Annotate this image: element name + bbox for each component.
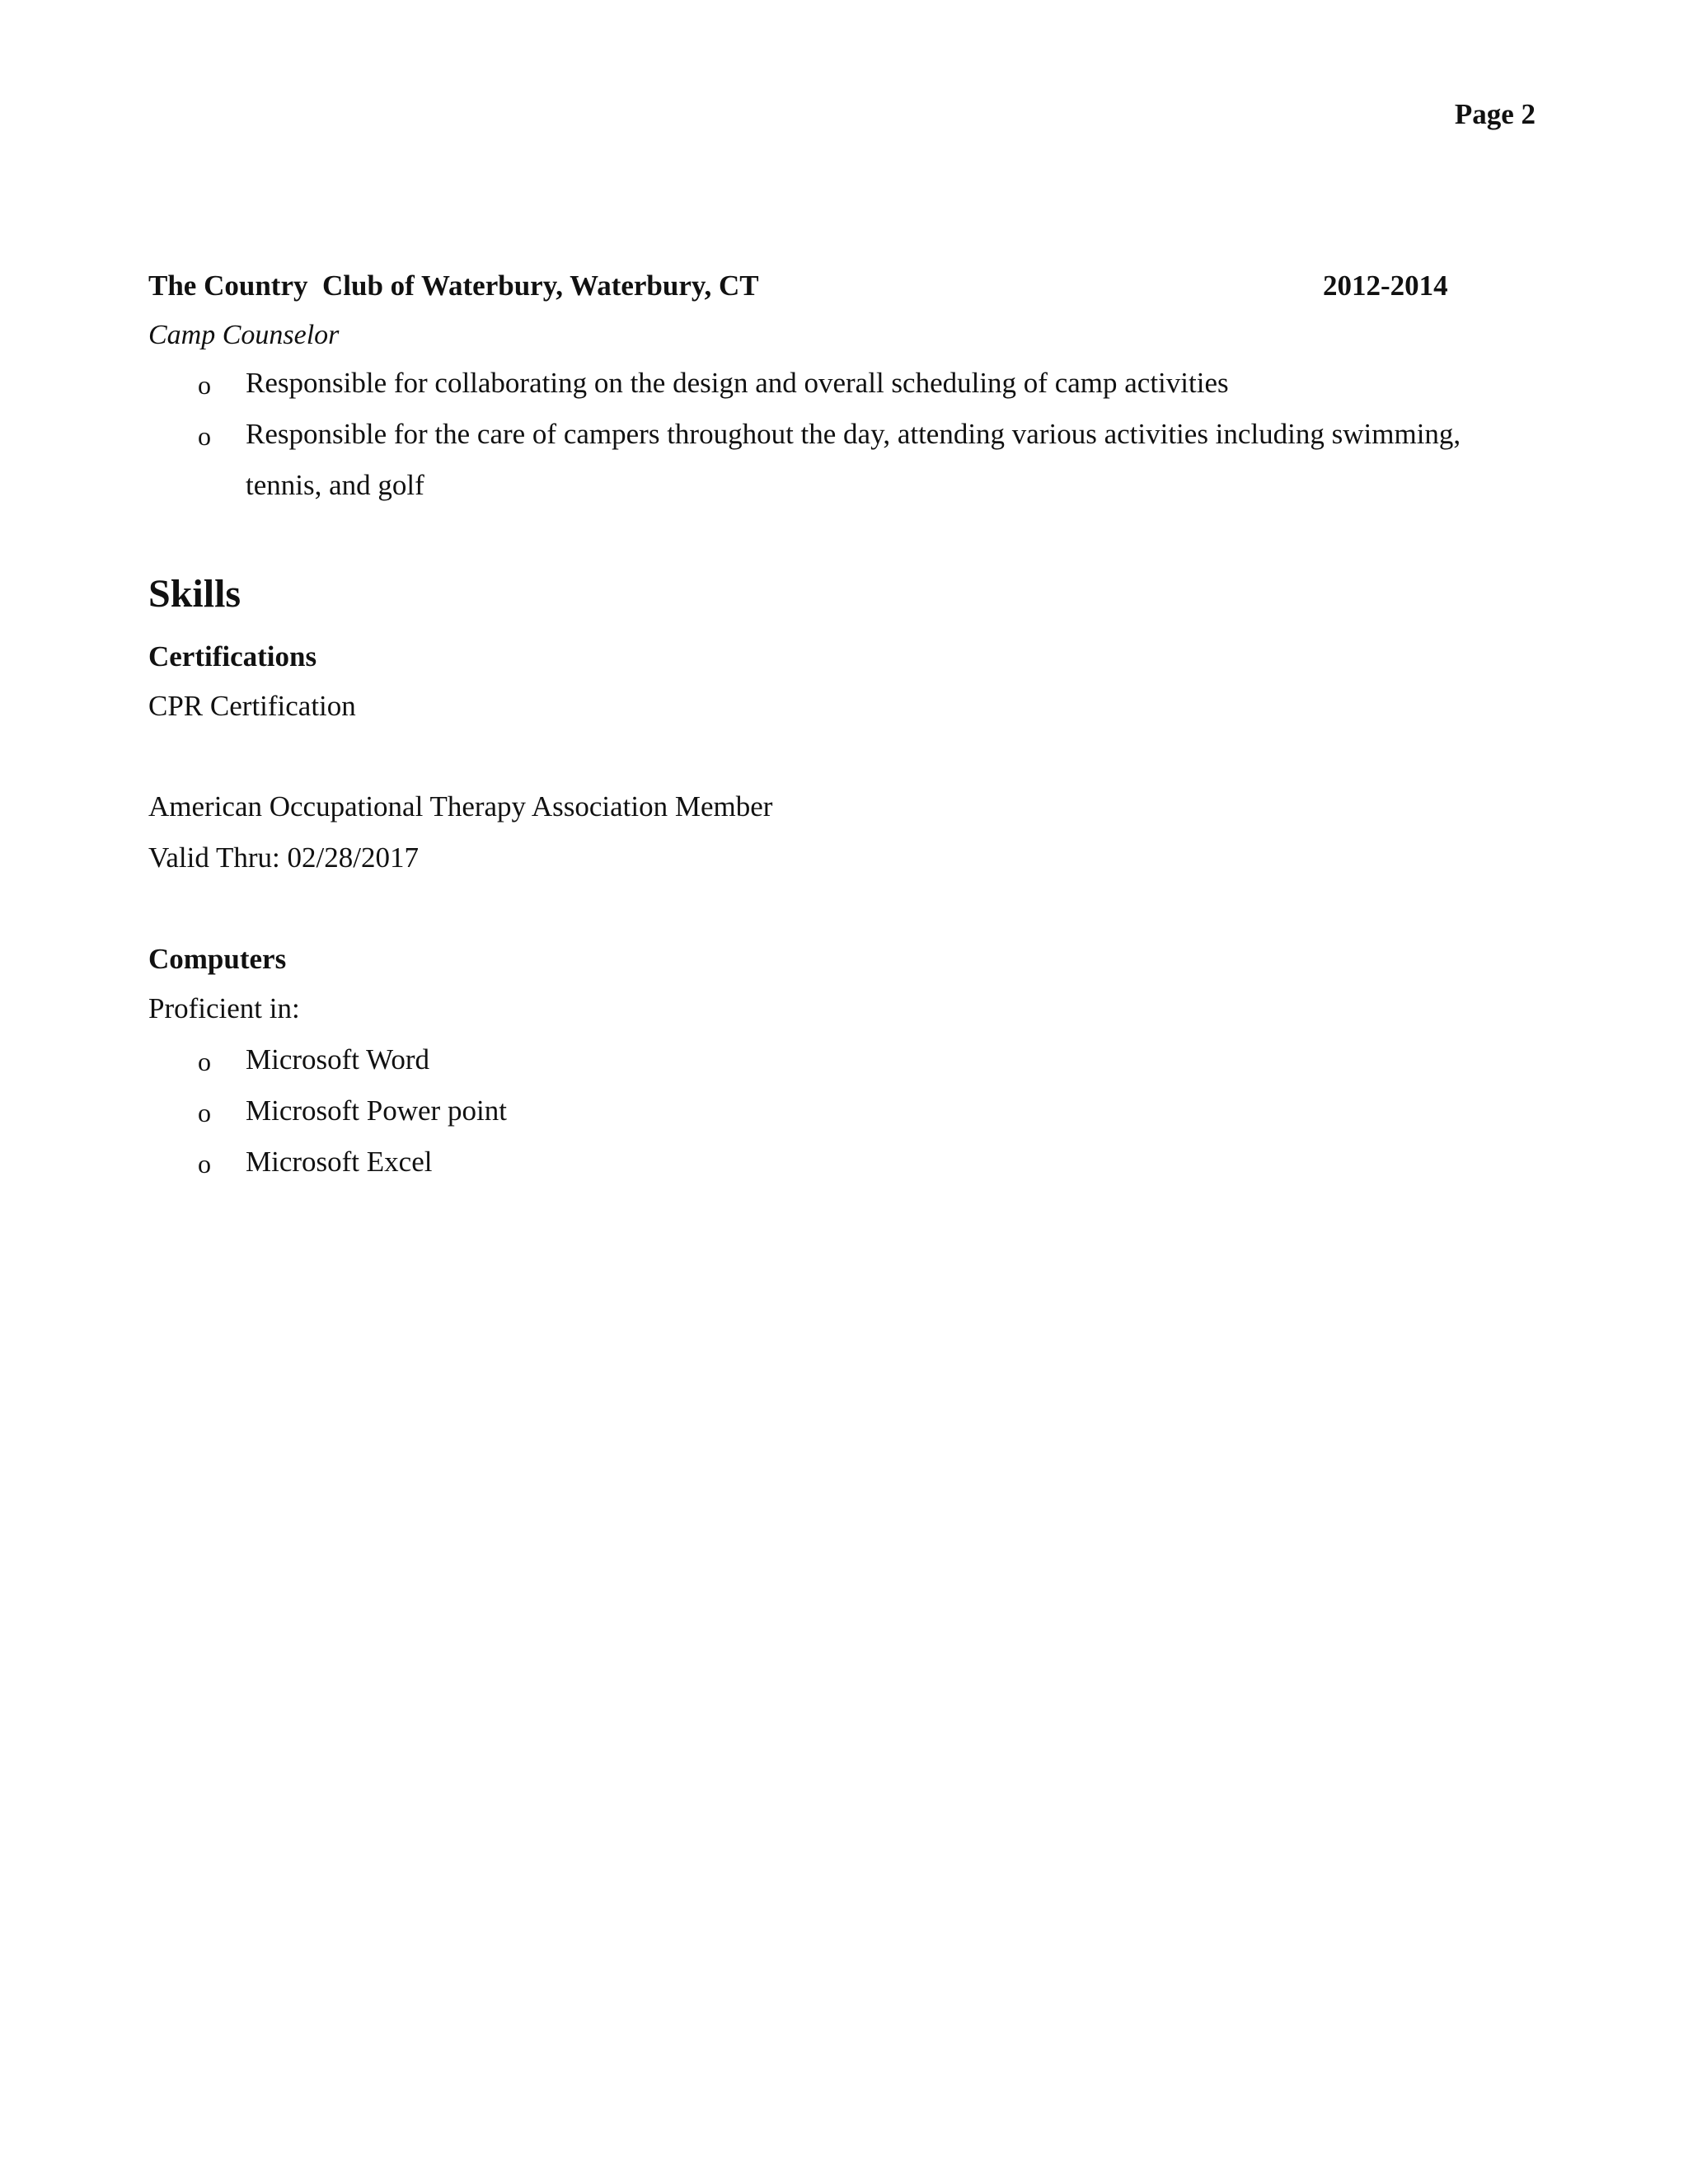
page-number: Page 2 (1454, 98, 1536, 130)
bullet-text: Microsoft Word (246, 1043, 430, 1076)
computers-intro: Proficient in: (148, 992, 300, 1024)
bullet-text: Microsoft Excel (246, 1146, 433, 1178)
certifications-heading: Certifications (148, 640, 317, 673)
certification-item: CPR Certification (148, 690, 356, 722)
bullet-text: Microsoft Power point (246, 1094, 507, 1127)
bullet-marker: o (198, 370, 211, 400)
bullet-marker: o (198, 1149, 211, 1179)
skills-heading: Skills (148, 572, 241, 616)
bullet-marker: o (198, 421, 211, 451)
bullet-text: Responsible for the care of campers throughout the day, attending various activities including swimming, (246, 418, 1461, 450)
job-position: Camp Counselor (148, 320, 340, 350)
employment-dates: 2012-2014 (1323, 269, 1448, 302)
certification-validity: Valid Thru: 02/28/2017 (148, 841, 419, 874)
employer-heading: The Country Club of Waterbury, Waterbury, CT (148, 269, 759, 302)
certification-item: American Occupational Therapy Association Member (148, 790, 773, 823)
bullet-text-continuation: tennis, and golf (246, 469, 424, 501)
computers-heading: Computers (148, 943, 287, 975)
bullet-text: Responsible for collaborating on the design and overall scheduling of camp activities (246, 367, 1229, 399)
bullet-marker: o (198, 1098, 211, 1127)
bullet-marker: o (198, 1047, 211, 1076)
